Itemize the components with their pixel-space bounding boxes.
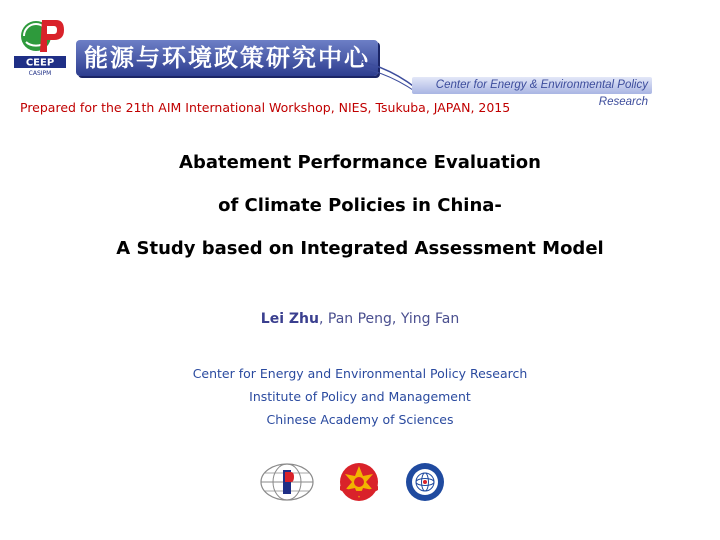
co-authors: , Pan Peng, Ying Fan — [318, 311, 460, 327]
svg-text:CASIPM: CASIPM — [28, 70, 52, 76]
affiliation-line-3: Chinese Academy of Sciences — [266, 412, 454, 427]
affiliation-line-2: Institute of Policy and Management — [249, 389, 471, 404]
title-line-2: of Climate Policies in China- — [218, 195, 502, 216]
lead-author: Lei Zhu — [260, 311, 319, 327]
svg-text:CEEP: CEEP — [25, 57, 55, 69]
prepared-for-note: Prepared for the 21th AIM International Workshop, NIES, Tsukuba, JAPAN, 2015 — [20, 100, 511, 115]
decorative-swoosh — [360, 58, 420, 98]
institute-globe-logo — [259, 462, 315, 502]
ceep-logo — [14, 14, 66, 76]
petrochina-logo — [339, 462, 379, 502]
title-line-3: A Study based on Integrated Assessment Model — [116, 238, 604, 259]
chinese-center-title: 能源与环境政策研究中心 — [76, 40, 378, 76]
affiliation-line-1: Center for Energy and Environmental Policy Research — [192, 366, 528, 381]
author-list — [0, 311, 720, 327]
cas-logo — [405, 462, 445, 502]
english-center-title: Center for Energy & Environmental Policy Research — [412, 77, 652, 94]
title-line-1: Abatement Performance Evaluation — [179, 152, 541, 173]
